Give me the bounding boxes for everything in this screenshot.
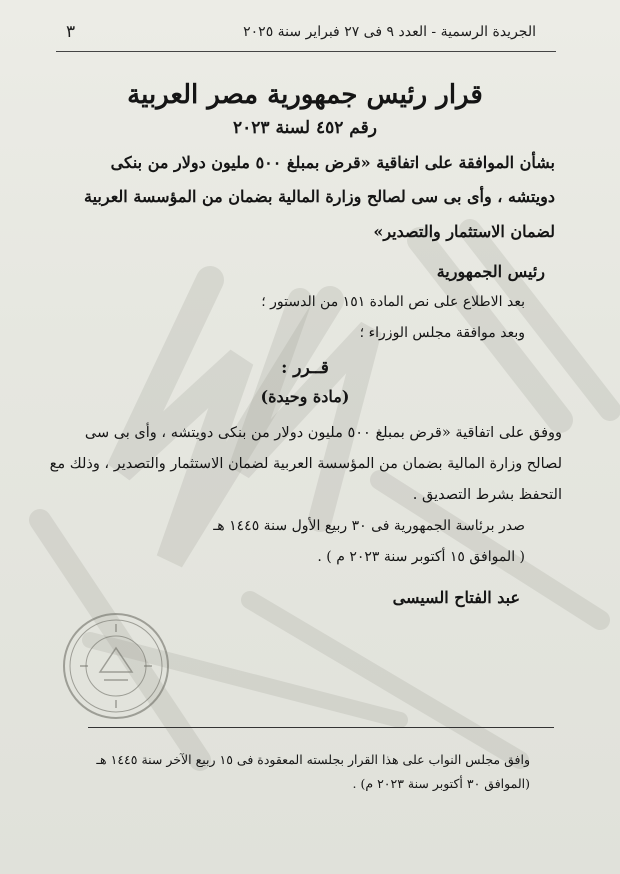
decree-subject-line: دويتشه ، وأى بى سى لصالح وزارة المالية بضمان من المؤسسة العربية — [84, 187, 555, 206]
decree-number: رقم ٤٥٢ لسنة ٢٠٢٣ — [233, 118, 377, 138]
article-line: التحفظ بشرط التصديق . — [412, 487, 562, 503]
official-seal-icon — [60, 610, 172, 722]
footnote-line: وافق مجلس النواب على هذا القرار بجلسته المعقودة فى ١٥ ربيع الآخر سنة ١٤٤٥ هـ — [96, 752, 530, 767]
decree-title: قرار رئيس جمهورية مصر العربية — [127, 80, 483, 110]
gazette-header — [56, 16, 556, 50]
decided-heading: قــرر : — [281, 358, 329, 378]
preamble-line: بعد الاطلاع على نص المادة ١٥١ من الدستور ؛ — [261, 294, 525, 310]
article-heading: (مادة وحيدة) — [260, 387, 350, 406]
footnote-line: (الموافق ٣٠ أكتوبر سنة ٢٠٢٣ م) . — [352, 776, 530, 791]
issuer-heading: رئيس الجمهورية — [436, 262, 545, 281]
gazette-issue-line: الجريدة الرسمية - العدد ٩ فى ٢٧ فبراير سنة ٢٠٢٥ — [243, 24, 536, 40]
footnote-divider — [88, 727, 554, 728]
page-number: ٣ — [66, 22, 76, 42]
president-signature: عبد الفتاح السيسى — [392, 588, 520, 607]
article-line: لصالح وزارة المالية بضمان من المؤسسة العربية لضمان الاستثمار والتصدير ، وذلك مع — [49, 456, 562, 472]
decree-subject-line: بشأن الموافقة على اتفاقية «قرض بمبلغ ٥٠٠ مليون دولار من بنكى — [110, 153, 555, 172]
issued-line: ( الموافق ١٥ أكتوبر سنة ٢٠٢٣ م ) . — [317, 549, 525, 565]
preamble-line: وبعد موافقة مجلس الوزراء ؛ — [359, 325, 525, 341]
article-line: ووفق على اتفاقية «قرض بمبلغ ٥٠٠ مليون دولار من بنكى دويتشه ، وأى بى سى — [84, 425, 562, 441]
issued-line: صدر برئاسة الجمهورية فى ٣٠ ربيع الأول سنة ١٤٤٥ هـ — [213, 518, 525, 534]
decree-subject-line: لضمان الاستثمار والتصدير» — [373, 222, 555, 241]
header-divider — [56, 51, 556, 52]
